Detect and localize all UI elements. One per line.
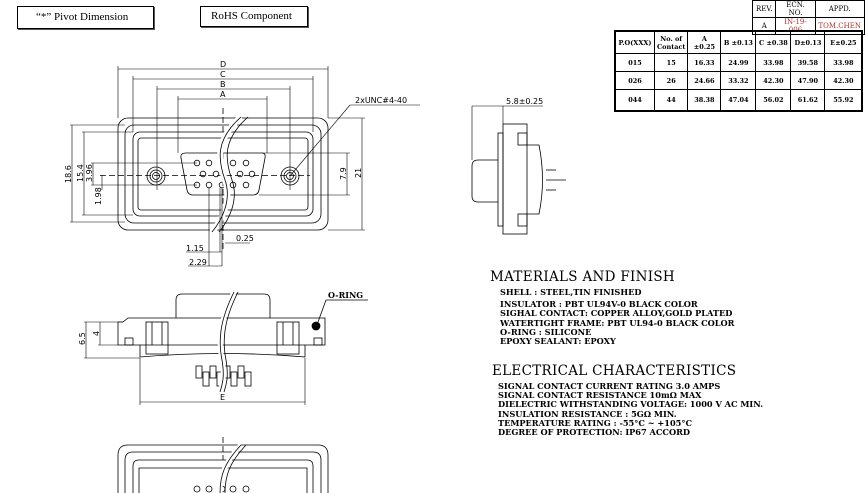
dim-label-d: D: [220, 60, 227, 69]
cell: 044: [615, 90, 655, 112]
break-line: [212, 117, 241, 232]
cell: 15: [655, 54, 688, 72]
section-view: [78, 290, 368, 405]
dim-depth: 5.8±0.25: [506, 97, 544, 106]
col-header: B ±0.13: [721, 31, 756, 54]
tb-header: REV.: [753, 1, 776, 18]
materials-item: SHELL : STEEL,TIN FINISHED: [500, 287, 642, 297]
cell: 38.38: [688, 90, 721, 112]
electrical-item: SIGNAL CONTACT CURRENT RATING 3.0 AMPS: [498, 381, 721, 391]
dim-15-4: 15.4: [76, 164, 85, 182]
tb-appd: TOM.CHEN: [815, 18, 865, 35]
cell: 61.62: [791, 90, 825, 112]
cell: 47.90: [791, 72, 825, 90]
pivot-dimension-text: “*” Pivot Dimension: [36, 11, 129, 23]
tb-rev: A: [753, 18, 776, 35]
dim-21: 21: [354, 167, 363, 178]
col-header: No. of Contact: [655, 31, 688, 54]
dim-2-29: 2.29: [189, 258, 207, 267]
dim-4: 4: [92, 330, 101, 336]
cell: 56.02: [756, 90, 791, 112]
cell: 44: [655, 90, 688, 112]
o-ring-label: O-RING: [328, 290, 364, 300]
dim-18-6: 18.6: [64, 165, 73, 183]
cell: 42.30: [825, 72, 863, 90]
col-header: A ±0.25: [688, 31, 721, 54]
cell: 26: [655, 72, 688, 90]
electrical-item: TEMPERATURE RATING : -55°C ~ +105°C: [498, 417, 692, 428]
cell: 42.30: [756, 72, 791, 90]
dim-1-98: 1.98: [94, 187, 103, 205]
tb-header: ECN. NO.: [776, 1, 815, 18]
dim-6-5: 6.5: [78, 332, 87, 345]
electrical-list: [498, 382, 763, 437]
col-header: C ±0.38: [756, 31, 791, 54]
materials-item: EPOXY SEALANT: EPOXY: [500, 336, 616, 347]
front-view: [64, 60, 420, 267]
cell: 39.58: [791, 54, 825, 72]
col-header: E±0.25: [825, 31, 863, 54]
rear-view: [118, 437, 328, 493]
col-header: D±0.13: [791, 31, 825, 54]
cell: 16.33: [688, 54, 721, 72]
materials-item: WATERTIGHT FRAME: PBT UL94-0 BLACK COLOR: [500, 317, 735, 328]
electrical-item: SIGNAL CONTACT RESISTANCE 10mΩ MAX: [498, 390, 702, 401]
tb-header: APPD.: [815, 1, 865, 18]
materials-item: SIGHAL CONTACT: COPPER ALLOY,GOLD PLATED: [500, 308, 733, 319]
dim-label-e: E: [220, 393, 226, 402]
materials-item: INSULATOR : PBT UL94V-0 BLACK COLOR: [500, 299, 698, 310]
dim-3-96: 3.96: [85, 164, 94, 182]
cell: 55.92: [825, 90, 863, 112]
cell: 33.32: [721, 72, 756, 90]
rohs-text: RoHS Component: [211, 10, 292, 22]
o-ring-icon: [312, 322, 320, 330]
cell: 24.99: [721, 54, 756, 72]
cell: 24.66: [688, 72, 721, 90]
materials-item: O-RING : SILICONE: [500, 326, 592, 337]
col-header: P.O(XXX): [615, 31, 655, 54]
cell: 33.98: [756, 54, 791, 72]
cell: 33.98: [825, 54, 863, 72]
cell: 015: [615, 54, 655, 72]
side-view: [472, 97, 566, 234]
dim-label-a: A: [220, 90, 226, 99]
dim-1-15: 1.15: [186, 244, 204, 253]
electrical-title: ELECTRICAL CHARACTERISTICS: [492, 363, 737, 379]
thread-callout: 2xUNC#4-40: [355, 96, 408, 105]
tb-ecn: IN-19-006: [776, 18, 815, 35]
cell: 47.04: [721, 90, 756, 112]
electrical-item: DEGREE OF PROTECTION: IP67 ACCORD: [498, 427, 690, 438]
dim-label-c: C: [220, 70, 226, 79]
dim-0-25: 0.25: [236, 234, 254, 243]
electrical-item: DIELECTRIC WITHSTANDING VOLTAGE: 1000 V AC MIN.: [498, 399, 764, 410]
materials-title: MATERIALS AND FINISH: [490, 269, 675, 285]
cell: 026: [615, 72, 655, 90]
dim-7-9: 7.9: [339, 167, 348, 180]
electrical-item: INSULATION RESISTANCE : 5GΩ MIN.: [498, 408, 677, 419]
dim-label-b: B: [220, 80, 226, 89]
materials-list: [500, 288, 734, 346]
